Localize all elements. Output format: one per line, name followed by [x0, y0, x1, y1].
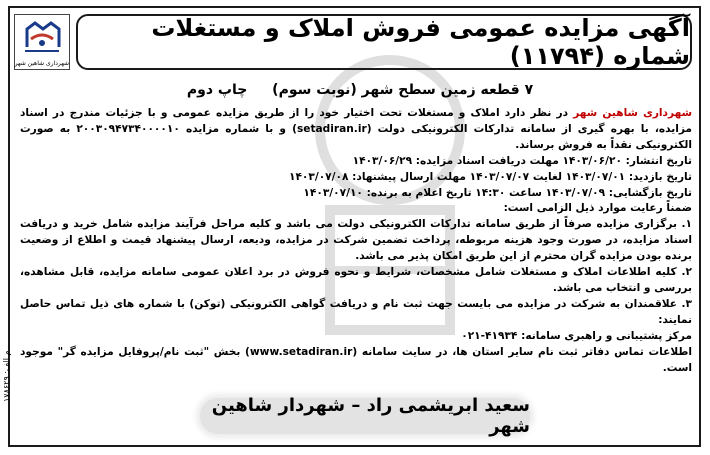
- notice-body: [20, 106, 692, 376]
- rule-item-2: ۲. کلیه اطلاعات املاک و مستغلات شامل مشخصات، شرایط و نحوه فروش در برد اعلان عمومی سامانه مزایده، قابل مشاهده، بررسی و انتخاب می باشد.: [20, 266, 692, 294]
- page-title: آگهی مزایده عمومی فروش املاک و مستغلات شماره (۱۱۷۹۴): [76, 14, 692, 70]
- support-line: مرکز پشتیبانی و راهبری سامانه: ۴۱۹۳۴-۰۲۱: [461, 329, 692, 342]
- subtitle-lots: ۷ قطعه زمین سطح شهر (نوبت سوم): [272, 82, 534, 98]
- intro-highlight: شهرداری شاهین شهر: [573, 107, 692, 119]
- subtitle-print: چاپ دوم: [186, 82, 248, 98]
- signature-banner: سعید ابریشمی راد – شهردار شاهین شهر: [200, 398, 530, 434]
- notice-line: ضمناً رعایت موارد ذیل الزامی است:: [503, 202, 692, 215]
- opening-dates: تاریخ بازگشایی: ۱۴۰۳/۰۷/۰۹ ساعت ۱۴:۳۰ تاریخ اعلام به برنده: ۱۴۰۳/۰۷/۱۰: [303, 186, 692, 199]
- reference-code: م الف: ۱۷۸۶۲۹: [2, 350, 11, 402]
- logo-caption: شهرداری شاهین شهر: [14, 60, 69, 67]
- publish-dates: تاریخ انتشار: ۱۴۰۳/۰۶/۲۰ مهلت دریافت اسناد مزایده: ۱۴۰۳/۰۶/۲۹: [352, 154, 692, 167]
- intro-rest: در نظر دارد املاک و مستغلات تحت اختیار خود را از طریق مزایده عمومی و با جزئیات مندرج در اسناد مزایده، با بهره گیری از سامانه تدارکات الکترونیکی دولت (setadiran.ir) و با شماره مزایده ۲۰۰۳۰۹۴۷۳۴۰۰۰۰۱۰ به صورت الکترونیکی نقداً به فروش برساند.: [20, 107, 692, 151]
- intro-paragraph: [20, 106, 692, 154]
- offices-line: اطلاعات تماس دفاتر ثبت نام سایر استان ها، در سایت سامانه (www.setadiran.ir) بخش "ثبت نام/پروفایل مزایده گر" موجود است.: [20, 345, 693, 374]
- rule-item-1: ۱. برگزاری مزایده صرفاً از طریق سامانه تدارکات الکترونیکی دولت می باشد و کلیه مراحل فرآیند مزایده شامل خرید و دریافت اسناد مزایده، در صورت وجود هزینه مربوطه، پرداخت تضمین شرکت در مزایده، ودیعه، ارسال پیشنهاد قیمت و اطلاع از وضعیت برنده بودن مزایده گران محترم از این طریق امکان پذیر می باشد.: [20, 218, 692, 263]
- logo-emblem-icon: [19, 17, 65, 55]
- visit-dates: تاریخ بازدید: ۱۴۰۳/۰۷/۰۱ لغایت ۱۴۰۳/۰۷/۰۷ مهلت ارسال پیشنهاد: ۱۴۰۳/۰۷/۰۸: [288, 170, 692, 183]
- rule-item-3: ۳. علاقمندان به شرکت در مزایده می بایست جهت ثبت نام و دریافت گواهی الکترونیکی (توکن) با شماره های ذیل تماس حاصل نمایند:: [20, 297, 692, 326]
- municipality-logo: [14, 14, 70, 70]
- subtitle: [30, 82, 690, 98]
